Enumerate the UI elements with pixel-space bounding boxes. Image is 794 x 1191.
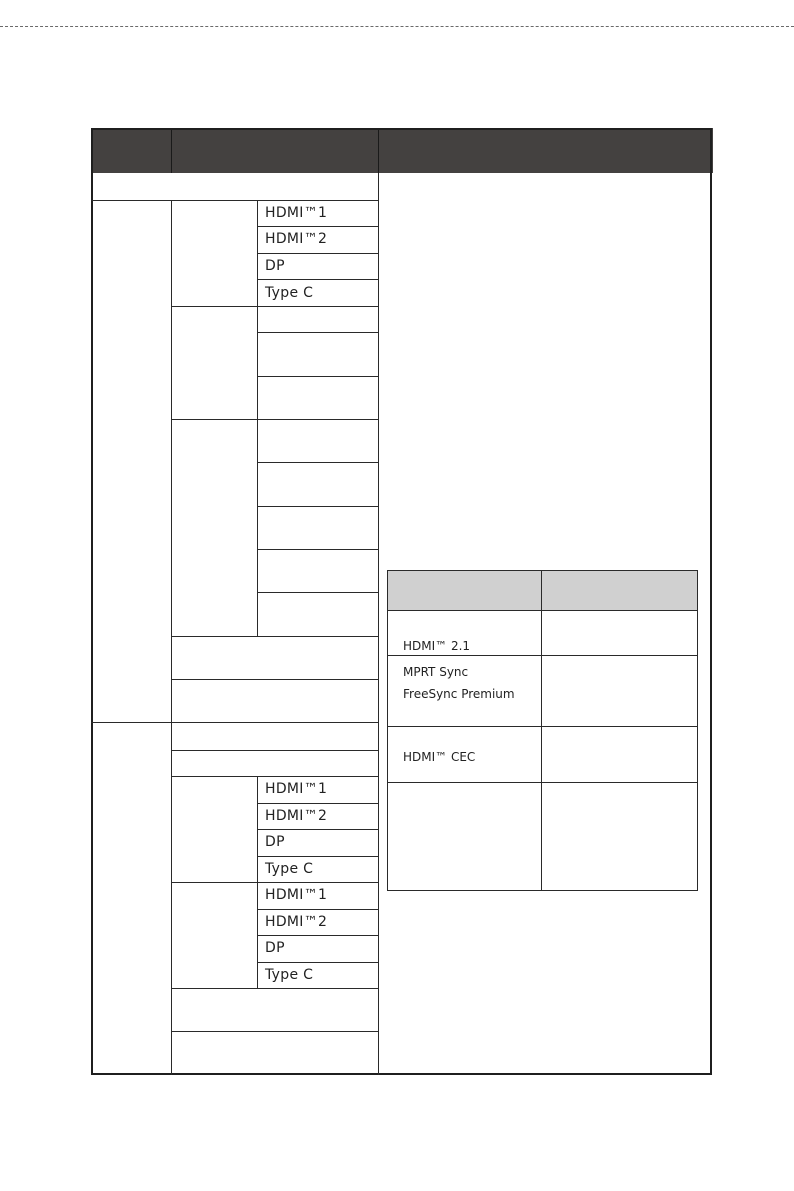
row-divider (257, 856, 378, 857)
row-divider (257, 962, 378, 963)
input-label-dp: DP (265, 834, 285, 850)
input-label-hdmi2: HDMI™2 (265, 231, 328, 247)
feature-table-column-divider (541, 570, 542, 891)
feature-hdmi-2-1: HDMI™ 2.1 (403, 639, 471, 653)
row-divider (257, 376, 378, 377)
column-divider-left (171, 200, 172, 1075)
row-divider (257, 279, 378, 280)
row-divider (387, 610, 698, 611)
row-divider (257, 332, 378, 333)
row-divider (171, 419, 378, 420)
input-label-dp: DP (265, 940, 285, 956)
row-divider (387, 726, 698, 727)
feature-table-bottom-border (387, 890, 698, 891)
row-divider (171, 679, 378, 680)
input-label-type-c: Type C (265, 285, 314, 301)
row-divider (257, 592, 378, 593)
feature-hdmi-cec: HDMI™ CEC (403, 750, 476, 764)
row-divider (171, 776, 378, 777)
row-divider (257, 829, 378, 830)
row-divider (171, 636, 378, 637)
feature-table-header (387, 570, 697, 610)
row-divider (257, 226, 378, 227)
row-divider (257, 253, 378, 254)
feature-table-top-border (387, 570, 698, 571)
row-divider (171, 1031, 378, 1032)
input-label-hdmi2: HDMI™2 (265, 914, 328, 930)
row-divider (257, 462, 378, 463)
input-label-type-c: Type C (265, 861, 314, 877)
input-label-hdmi1: HDMI™1 (265, 205, 328, 221)
row-divider (171, 988, 378, 989)
feature-table-right-border (697, 570, 698, 891)
row-divider (257, 803, 378, 804)
row-divider (257, 935, 378, 936)
input-label-hdmi2: HDMI™2 (265, 808, 328, 824)
feature-table-left-border (387, 570, 388, 891)
row-divider (171, 750, 378, 751)
row-divider (257, 549, 378, 550)
input-label-hdmi1: HDMI™1 (265, 887, 328, 903)
row-divider (91, 722, 378, 723)
row-divider (171, 882, 378, 883)
column-divider-right (378, 173, 379, 1075)
row-divider (91, 200, 378, 201)
crop-guide-line (0, 26, 794, 27)
row-divider (171, 306, 378, 307)
input-label-dp: DP (265, 258, 285, 274)
row-divider (387, 655, 698, 656)
column-divider-sub-1 (257, 200, 258, 636)
feature-mprt-sync: MPRT Sync (403, 665, 469, 679)
input-label-type-c: Type C (265, 967, 314, 983)
row-divider (257, 506, 378, 507)
row-divider (257, 909, 378, 910)
input-label-hdmi1: HDMI™1 (265, 781, 328, 797)
feature-freesync-premium: FreeSync Premium (403, 687, 515, 701)
row-divider (387, 782, 698, 783)
